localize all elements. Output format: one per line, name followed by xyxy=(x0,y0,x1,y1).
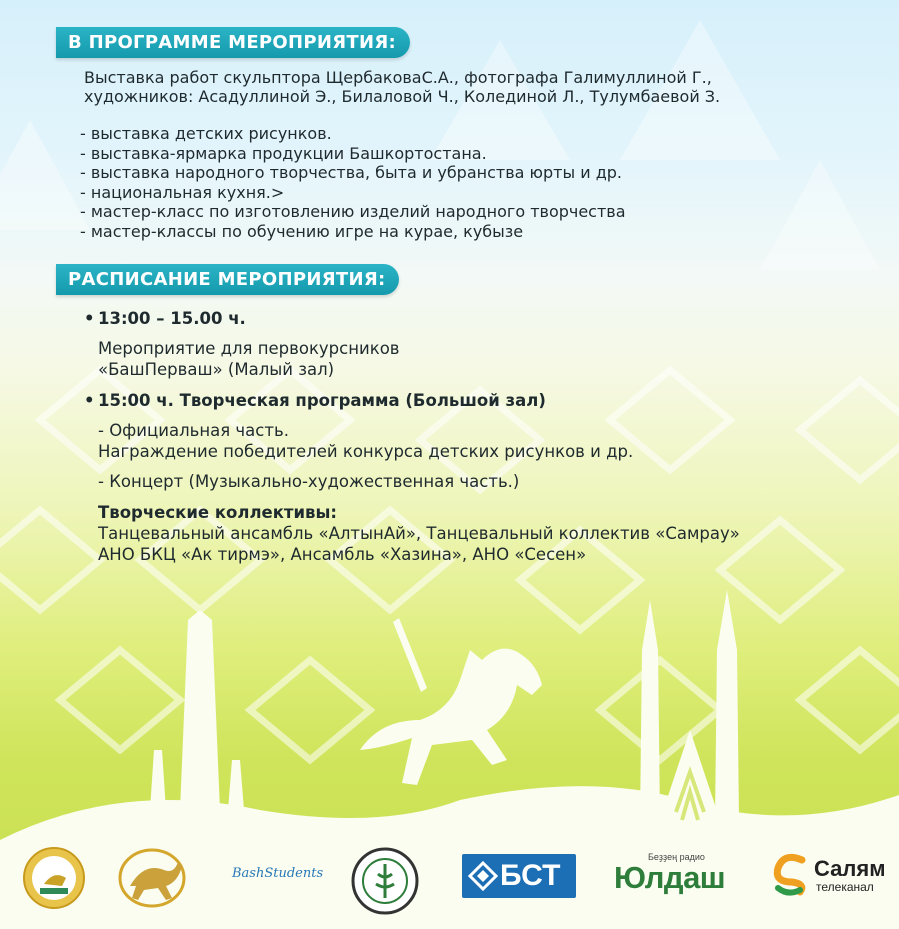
bst-logo xyxy=(462,854,576,898)
spacer xyxy=(84,329,740,338)
bst-ornament-icon xyxy=(468,861,498,891)
salyam-logo-text: Салям xyxy=(814,856,886,881)
intro-line: художников: Асадуллиной Э., Билаловой Ч., Кoлединой Л., Тулумбаевой З. xyxy=(84,87,721,106)
slot-time: 13:00 – 15.00 ч. xyxy=(98,309,246,328)
program-item: - национальная кухня.> xyxy=(80,182,285,202)
slot-desc: «БашПерваш» (Малый зал) xyxy=(98,360,335,379)
slot-desc: Мероприятие для первокурсников xyxy=(98,339,400,358)
slot-desc: - Официальная часть. xyxy=(98,421,289,440)
rider-emblem-icon xyxy=(112,844,192,910)
slot-desc: Награждение победителей конкурса детских рисунков и др. xyxy=(98,442,634,461)
bst-logo-text: БСТ xyxy=(500,859,561,892)
collectives-line: АНО БКЦ «Ак тирмэ», Ансамбль «Хазина», АНО «Сесен» xyxy=(98,545,587,564)
collectives-line: Танцевальный ансамбль «АлтынАй», Танцевальный коллектив «Самрау» xyxy=(98,524,740,543)
horse-rider xyxy=(360,649,542,785)
salyam-swirl-icon xyxy=(772,852,812,896)
minaret-right xyxy=(715,590,739,820)
program-item: - выставка-ярмарка продукции Башкортостана. xyxy=(80,143,487,163)
slot-time: 15:00 ч. Творческая программа (Большой зал) xyxy=(98,391,546,410)
program-intro xyxy=(84,68,720,106)
bullet-icon: • xyxy=(84,309,95,328)
program-item: - мастер-классы по обучению игре на курае, кубызе xyxy=(80,221,524,241)
schedule-slot-1-time xyxy=(84,308,740,329)
cultural-center-emblem-icon xyxy=(350,846,420,916)
yuldash-tagline: Беҙҙең радио xyxy=(648,852,705,862)
schedule-slot-2-time xyxy=(84,390,740,411)
bashkortostan-emblem-icon xyxy=(22,846,86,910)
spacer xyxy=(84,492,740,502)
spacer xyxy=(84,380,740,390)
schedule-block xyxy=(84,308,740,565)
program-item: - выставка народного творчества, быта и убранства юрты и др. xyxy=(80,163,622,182)
collectives-title: Творческие коллективы: xyxy=(98,503,338,522)
slot-desc: - Концерт (Музыкально-художественная часть.) xyxy=(98,472,520,491)
rider-flag xyxy=(393,618,427,692)
monument-obelisk xyxy=(180,610,220,810)
spacer xyxy=(84,462,740,471)
partner-logos xyxy=(0,830,899,929)
spacer xyxy=(84,411,740,420)
intro-line: Выставка работ скульптора ЩербаковаС.А., фотографа Галимуллиной Г., xyxy=(84,68,712,87)
program-list xyxy=(80,124,626,241)
program-item: - мастер-класс по изготовлению изделий народного творчества xyxy=(80,202,626,221)
minaret-left xyxy=(640,600,660,820)
schedule-section-header: РАСПИСАНИЕ МЕРОПРИЯТИЯ: xyxy=(56,264,399,295)
bash-students-logo: BashStudents xyxy=(232,866,324,881)
program-section-header: В ПРОГРАММЕ МЕРОПРИЯТИЯ: xyxy=(56,27,410,58)
yuldash-logo-text: Юлдаш xyxy=(614,860,726,895)
bullet-icon: • xyxy=(84,391,95,410)
small-statue-right xyxy=(228,760,244,810)
program-item: - выставка детских рисунков. xyxy=(80,124,332,143)
salyam-logo-subtitle: телеканал xyxy=(816,880,874,894)
